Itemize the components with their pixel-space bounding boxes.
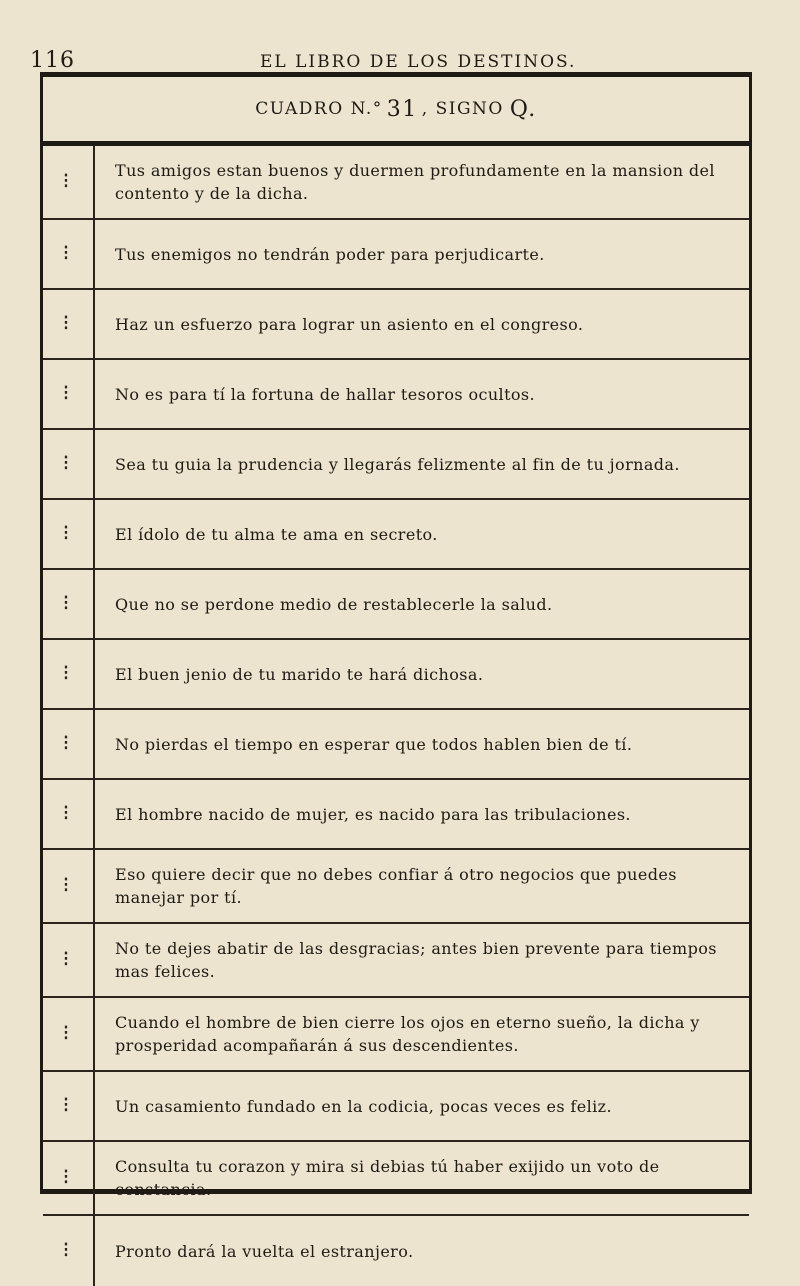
table-row [43,290,749,360]
oracle-answer: Que no se perdone medio de restablecerle la salud. [115,594,553,614]
table-row [43,850,749,924]
dot-marks: ⁝ [43,500,95,568]
caption-sign: Q. [509,96,537,122]
caption-prefix: CUADRO N.° [255,99,383,119]
dot-marks: ⁝ [43,1072,95,1140]
table-caption [43,77,749,146]
oracle-answer: El hombre nacido de mujer, es nacido para las tribulaciones. [115,804,631,824]
oracle-answer: No es para tí la fortuna de hallar tesoros ocultos. [115,384,536,404]
table-row [43,1072,749,1142]
oracle-answer: Consulta tu corazon y mira si debias tú haber exijido un voto de constancia. [115,1157,660,1199]
dot-marks: ⁝ [43,360,95,428]
running-head: EL LIBRO DE LOS DESTINOS. [260,52,577,72]
table-row [43,146,749,220]
table-row [43,360,749,430]
destiny-table [40,72,752,1263]
oracle-answer: Sea tu guia la prudencia y llegarás felizmente al fin de tu jornada. [115,454,680,474]
table-row [43,924,749,998]
table-body [43,146,749,1286]
table-row [43,1142,749,1216]
table-row [43,220,749,290]
table-row [43,500,749,570]
dot-marks: ⁝ [43,924,95,996]
dot-marks: ⁝ [43,220,95,288]
oracle-answer: Haz un esfuerzo para lograr un asiento en el congreso. [115,314,584,334]
dot-marks: ⁝ [43,640,95,708]
dot-marks: ⁝ [43,570,95,638]
table-row [43,710,749,780]
oracle-answer: Tus amigos estan buenos y duermen profundamente en la mansion del contento y de la dicha. [115,161,715,203]
dot-marks: ⁝ [43,1216,95,1286]
oracle-answer: Tus enemigos no tendrán poder para perjudicarte. [115,244,545,264]
oracle-answer: El ídolo de tu alma te ama en secreto. [115,524,438,544]
table-row [43,998,749,1072]
oracle-answer: Pronto dará la vuelta el estranjero. [115,1241,414,1261]
table-row [43,640,749,710]
dot-marks: ⁝ [43,1142,95,1214]
oracle-answer: Eso quiere decir que no debes confiar á otro negocios que puedes manejar por tí. [115,865,677,907]
dot-marks: ⁝ [43,850,95,922]
oracle-answer: No pierdas el tiempo en esperar que todos hablen bien de tí. [115,734,633,754]
oracle-answer: Un casamiento fundado en la codicia, pocas veces es feliz. [115,1096,612,1116]
dot-marks: ⁝ [43,290,95,358]
oracle-answer: El buen jenio de tu marido te hará dichosa. [115,664,484,684]
caption-separator: , SIGNO [421,99,504,119]
oracle-answer: No te dejes abatir de las desgracias; antes bien prevente para tiempos mas felices. [115,939,717,981]
table-row [43,430,749,500]
table-row [43,780,749,850]
oracle-answer: Cuando el hombre de bien cierre los ojos en eterno sueño, la dicha y prosperidad acompañarán á sus descendientes. [115,1013,700,1055]
dot-marks: ⁝ [43,710,95,778]
caption-number: 31 [386,96,418,122]
page-number: 116 [30,48,75,73]
table-row [43,1216,749,1286]
table-row [43,570,749,640]
dot-marks: ⁝ [43,998,95,1070]
dot-marks: ⁝ [43,430,95,498]
dot-marks: ⁝ [43,146,95,218]
dot-marks: ⁝ [43,780,95,848]
